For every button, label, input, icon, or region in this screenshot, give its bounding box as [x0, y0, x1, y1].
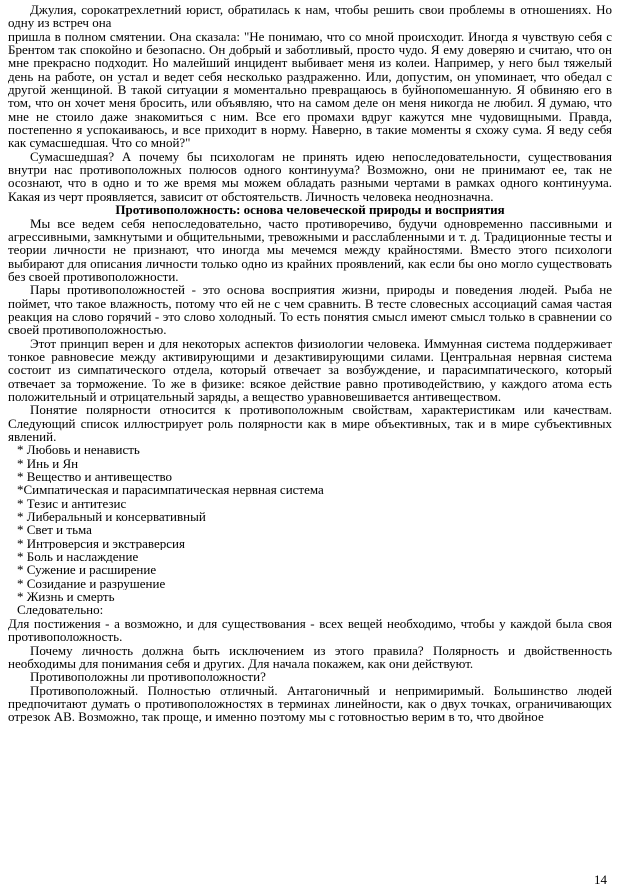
- list-item: * Инь и Ян: [17, 456, 79, 471]
- list-item: * Тезис и антитезис: [17, 496, 127, 511]
- list-item: * Либеральный и консервативный: [17, 510, 206, 524]
- polarity-list: [8, 443, 612, 616]
- list-item: * Жизнь и смерть: [17, 590, 115, 604]
- paragraph-pairs-of-opposites: Пары противоположностей - это основа восприятия жизни, природы и поведения людей. Рыба не поймет, что такое влажность, потому что ей не с чем сравнить. В тесте словесных ассоциаций самая частая реакция на слово горячий - это слово холодный. То есть понятия смысл имеют смысл только в сравнении со своей противоположностью.: [8, 282, 612, 338]
- list-item: * Боль и наслаждение: [17, 550, 139, 564]
- paragraph-crazy-question: Сумасшедшая? А почему бы психологам не принять идею непоследовательности, существования внутри нас противоположных полюсов одного континуума? Возможно, они не принимают ее, так не осознают, что в одно и то же время мы можем обладать разными чертами в рамках одного континуума. Какая из черт проявляется, зависит от обстоятельств. Личность человека неоднозначна.: [8, 148, 612, 204]
- list-item: *Симпатическая и парасимпатическая нервная система: [17, 483, 324, 497]
- paragraph-inconsistency: Мы все ведем себя непоследовательно, часто противоречиво, будучи одновременно пассивными и агрессивными, замкнутыми и общительными, тревожными и расслабленными и т. д. Традиционные тесты и теории личности не признают, что иногда мы мечемся между крайностями. Вместо этого психологи выбирают для описания личности только одно из крайних проявлений, как если бы оно могло существовать без своей противоположности.: [8, 215, 612, 284]
- paragraph-are-opposites-opposite: Противоположны ли противоположности?: [30, 669, 266, 685]
- list-item: * Сужение и расширение: [17, 563, 157, 577]
- paragraph-comprehension: Для постижения - а возможно, и для существования - всех вещей необходимо, чтобы у каждой была своя противоположность.: [8, 615, 612, 645]
- paragraph-physiology: Этот принцип верен и для некоторых аспектов физиологии человека. Иммунная система поддерживает тонкое равновесие между активирующими и дезактивирующими силами. Центральная нервная система состоит из симпатического отдела, который отвечает за возбуждение, и парасимпатического, который отвечает за торможение. То же в физике: всякое действие равно противодействию, у каждого атома есть положительный и отрицательный заряды, а вещество уравновешивается антивеществом.: [8, 335, 612, 404]
- paragraph-julia-story: пришла в полном смятении. Она сказала: "Не понимаю, что со мной происходит. Иногда я чувствую себя с Брентом так спокойно и безопасно. Он добрый и заботливый, просто чудо. Я ему доверяю и считаю, что он мне прекрасно подходит. Но малейший инцидент выбивает меня из колеи. Например, у него был тяжелый день на работе, он устал и ведет себя несколько раздраженно. Или, допустим, он упоминает, что обедал с другой женщиной. В такой ситуации я моментально превращаюсь в буйнопомешанную. Я обвиняю его в том, что он хочет меня бросить, или объявляю, что на самом деле он меня никогда не любил. Я думаю, что мне не стоило даже знакомиться с ним. Все его промахи вдруг кажутся мне чудовищными. Правда, постепенно я успокаиваюсь, и все приходит в норму. Наверно, в такие моменты я схожу сума. Я веду себя как сумасшедшая. Что со мной?": [8, 28, 612, 151]
- list-item: * Интроверсия и экстраверсия: [17, 536, 185, 551]
- paragraph-why-personality: Почему личность должна быть исключением из этого правила? Полярность и двойственность необходимы для понимания себя и других. Для начала покажем, как они действуют.: [8, 642, 612, 671]
- paragraph-polarity-concept: Понятие полярности относится к противоположным свойствам, характеристикам или качествам. Следующий список иллюстрирует роль полярности как в мире объективных, так и в мире субъективных явлений.: [8, 402, 612, 444]
- page-number: 14: [594, 871, 607, 887]
- paragraph-julia-intro: Джулия, сорокатрехлетний юрист, обратилась к нам, чтобы решить свои проблемы в отношениях. Но одну из встреч она: [8, 2, 612, 31]
- list-item: * Свет и тьма: [17, 523, 92, 537]
- list-item: * Любовь и ненависть: [17, 443, 140, 457]
- list-item: * Вещество и антивещество: [17, 470, 173, 484]
- list-item: * Созидание и разрушение: [17, 576, 166, 591]
- section-heading: Противоположность: основа человеческой природы и восприятия: [115, 202, 505, 218]
- paragraph-opposite-definition: Противоположный. Полностью отличный. Антагоничный и непримиримый. Большинство людей предпочитают думать о противоположностях в терминах линейности, как о двух точках, ограничивающих отрезок AB. Возможно, так проще, и именно поэтому мы с готовностью верим в то, что двойное: [8, 682, 612, 725]
- list-conclusion-label: Следовательно:: [17, 603, 104, 617]
